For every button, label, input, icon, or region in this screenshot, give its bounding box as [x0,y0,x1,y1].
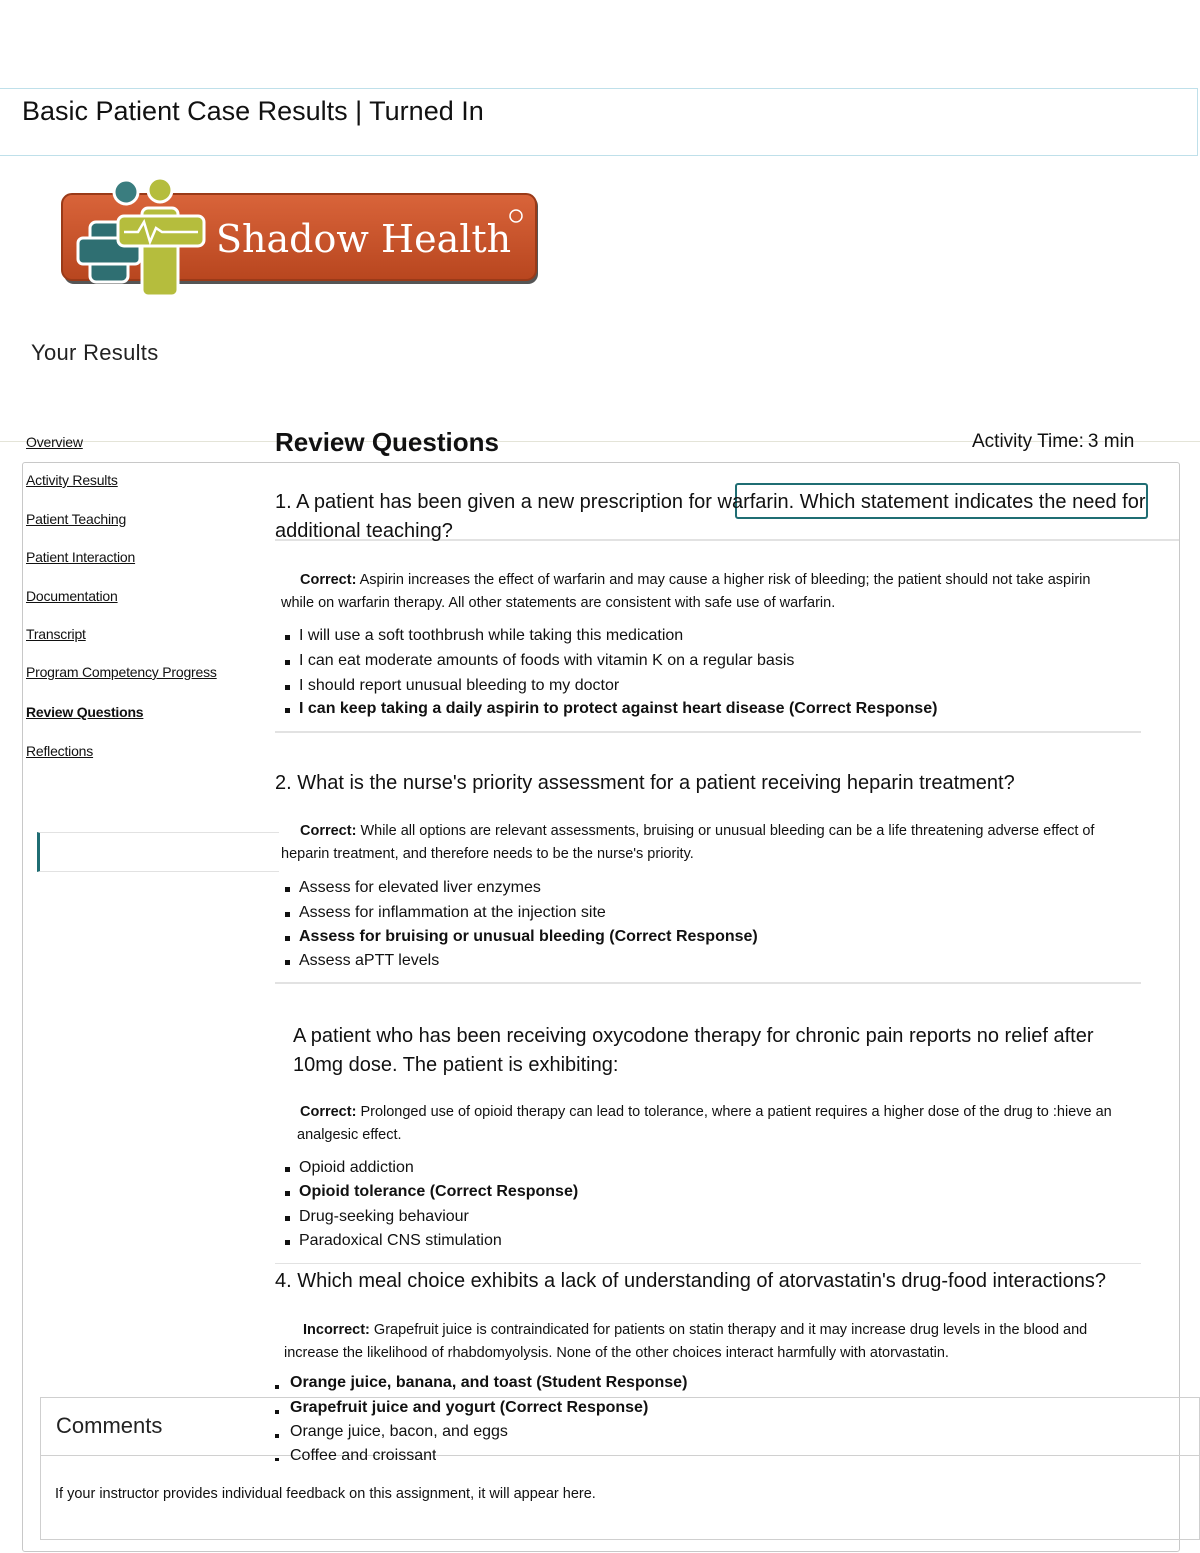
sidebar-selection-box [37,832,279,872]
question-3-option: Opioid addiction [281,1159,414,1177]
question-1-result: Correct: [300,572,357,588]
question-1-option: I will use a soft toothbrush while taking this medication [281,627,683,645]
shadow-health-logo [58,172,544,304]
question-2-option: Assess aPTT levels [281,952,439,970]
question-1-option: I can eat moderate amounts of foods with vitamin K on a regular basis [281,652,794,670]
question-2-result: Correct: [300,823,357,839]
sidebar-item-transcript[interactable]: Transcript [26,626,86,642]
question-3-text: A patient who has been receiving oxycodone therapy for chronic pain reports no relief after 10mg dose. The patient is exhibiting: [293,1025,1094,1076]
question-2-text: 2. What is the nurse's priority assessment for a patient receiving heparin treatment? [275,772,1015,794]
sidebar-item-program-competency-progress[interactable]: Program Competency Progress [26,664,217,680]
question-4-explanation: Grapefruit juice is contraindicated for patients on statin therapy and it may increase drug levels in the blood and increase the likelihood of rhabdomyolysis. None of the other choices interact harmfully with atorvastatin. [284,1322,1088,1361]
sidebar-item-documentation[interactable]: Documentation [26,588,118,604]
sidebar-item-patient-teaching[interactable]: Patient Teaching [26,511,127,527]
question-1-text: 1. A patient has been given a new prescription for warfarin. Which statement indicates the need for additional teaching? [275,491,1146,542]
question-2-option: Assess for elevated liver enzymes [281,879,541,897]
question-4-option: Grapefruit juice and yogurt (Correct Response) [272,1399,648,1417]
sidebar-item-activity-results[interactable]: Activity Results [26,472,118,488]
question-divider [275,982,1141,984]
your-results-heading: Your Results [31,340,159,365]
question-3-explanation: Prolonged use of opioid therapy can lead to tolerance, where a patient requires a higher dose of the drug to :hieve an analgesic effect. [297,1104,1112,1143]
question-divider [275,731,1141,733]
sidebar-item-overview[interactable]: Overview [26,434,83,450]
question-divider [275,1263,1141,1264]
question-2-option: Assess for inflammation at the injection site [281,904,606,922]
activity-time-value: 3 min [1087,431,1135,452]
question-1-option: I can keep taking a daily aspirin to protect against heart disease (Correct Response) [281,700,937,718]
question-4-result: Incorrect: [303,1322,370,1338]
question-4-option: Orange juice, bacon, and eggs [272,1423,508,1441]
question-2-explanation: While all options are relevant assessments, bruising or unusual bleeding can be a life threatening adverse effect of heparin treatment, and therefore needs to be the nurse's priority. [281,823,1095,862]
activity-time-label: Activity Time: [972,431,1084,452]
question-1-option: I should report unusual bleeding to my doctor [281,677,619,695]
question-1-feedback [281,569,1121,615]
comments-panel [40,1397,1200,1540]
question-4-feedback [284,1319,1134,1365]
question-4-option: Orange juice, banana, and toast (Student Response) [272,1374,687,1392]
sidebar-item-patient-interaction[interactable]: Patient Interaction [26,549,136,565]
question-2-option: Assess for bruising or unusual bleeding (Correct Response) [281,928,758,946]
question-3-option: Drug-seeking behaviour [281,1208,469,1226]
question-3-option: Opioid tolerance (Correct Response) [281,1183,578,1201]
question-3-option: Paradoxical CNS stimulation [281,1232,502,1250]
comments-note: If your instructor provides individual feedback on this assignment, it will appear here. [55,1486,596,1502]
comments-title: Comments [56,1413,163,1438]
question-4-option: Coffee and croissant [272,1447,436,1461]
sidebar-item-reflections[interactable]: Reflections [26,743,94,759]
activity-time [968,431,1134,453]
logo-text: Shadow Health [216,217,512,261]
question-1-explanation: Aspirin increases the effect of warfarin and may cause a higher risk of bleeding; the patient should not take aspirin while on warfarin therapy. All other statements are consistent with safe use of warfarin. [281,572,1091,611]
page-title: Basic Patient Case Results | Turned In [22,96,484,126]
question-3-result: Correct: [300,1104,357,1120]
question-2-feedback [281,820,1121,866]
sidebar-item-review-questions[interactable]: Review Questions [26,704,144,720]
question-4-text: 4. Which meal choice exhibits a lack of understanding of atorvastatin's drug-food interactions? [275,1270,1106,1292]
comments-divider [41,1455,1199,1456]
section-title: Review Questions [275,427,499,457]
question-3-feedback [297,1101,1127,1147]
